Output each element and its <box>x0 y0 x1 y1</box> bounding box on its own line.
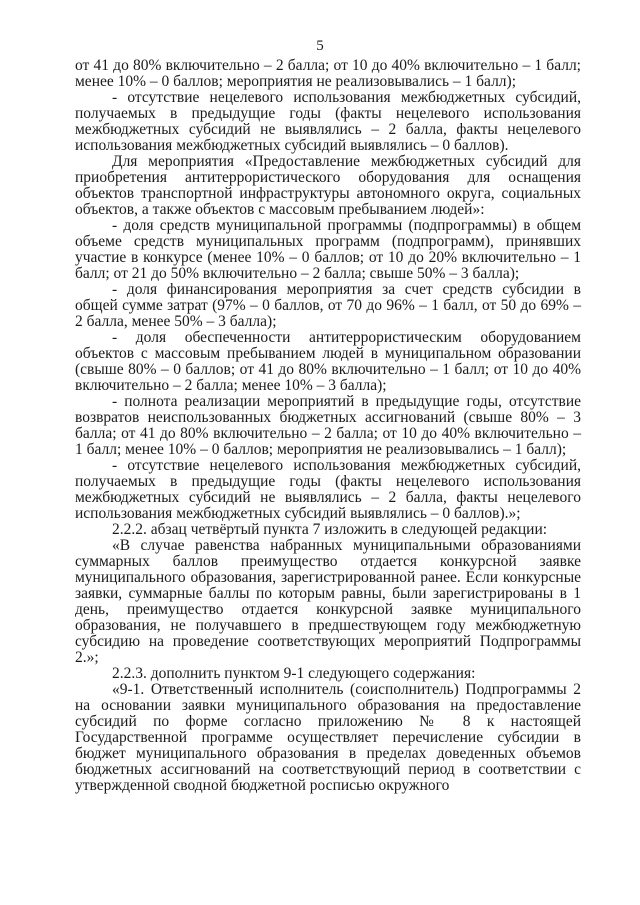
list-item-completeness: - полнота реализации мероприятий в предыдущие годы, отсутствие возвратов неиспользованных бюджетных ассигнований (свыше 80% – 3 балла; от 41 до 80% включительно – 2 балла; от 10 до 40% включительно – 1 балл; менее 10% – 0 баллов; мероприятия не реализовывались – 1 балл); <box>75 393 581 458</box>
amendment-2-2-3: 2.2.3. дополнить пунктом 9-1 следующего содержания: <box>112 665 476 682</box>
list-item-no-misuse-2: - отсутствие нецелевого использования межбюджетных субсидий, получаемых в предыдущие годы (факты нецелевого использования межбюджетных субсидий не выявлялись – 2 балла, факты нецелевого использования межбюджетных субсидий выявлялись – 0 баллов).»; <box>75 457 581 522</box>
quoted-paragraph-equal-scores: «В случае равенства набранных муниципальными образованиями суммарных баллов преимущество отдается конкурсной заявке муниципального образования, зарегистрированной ранее. Если конкурсные заявки, суммарные баллы по которым равны, были зарегистрированы в 1 день, преимущество отдается конкурсной заявке муниципального образования, не получавшего в предшествующем году межбюджетную субсидию на проведение соответствующих мероприятий Подпрограммы 2.»; <box>75 537 581 666</box>
list-item-program-share: - доля средств муниципальной программы (подпрограммы) в общем объеме средств муниципальных программ (подпрограмм), принявших участие в конкурсе (менее 10% – 0 баллов; от 10 до 20% включительно – 1 балл; от 21 до 50% включительно – 2 балла; свыше 50% – 3 балла); <box>75 217 581 282</box>
list-item-no-misuse: - отсутствие нецелевого использования межбюджетных субсидий, получаемых в предыдущие годы (факты нецелевого использования межбюджетных субсидий не выявлялись – 2 балла, факты нецелевого использования межбюджетных субсидий выявлялись – 0 баллов). <box>75 89 581 154</box>
paragraph-measure-intro: Для мероприятия «Предоставление межбюджетных субсидий для приобретения антитеррористического оборудования для оснащения объектов транспортной инфраструктуры автономного округа, социальных объектов, а также объектов с массовым пребыванием людей»: <box>75 153 581 218</box>
document-body <box>75 58 581 794</box>
page-number: 5 <box>316 38 324 54</box>
list-item-equipment-coverage: - доля обеспеченности антитеррористическим оборудованием объектов с массовым пребыванием людей в муниципальном образовании (свыше 80% – 0 баллов; от 41 до 80% включительно – 1 балл; от 10 до 40% включительно – 2 балла; менее 10% – 3 балла); <box>75 329 581 394</box>
paragraph-continuation: от 41 до 80% включительно – 2 балла; от 10 до 40% включительно – 1 балл; менее 10% – 0 баллов; мероприятия не реализовывались – 1 балл); <box>75 57 581 90</box>
quoted-paragraph-9-1: «9-1. Ответственный исполнитель (соисполнитель) Подпрограммы 2 на основании заявки муниципального образования на предоставление субсидий по форме согласно приложению № 8 к настоящей Государственной программе осуществляет перечисление субсидии в бюджет муниципального образования в пределах доведенных объемов бюджетных ассигнований на соответствующий период в соответствии с утвержденной сводной бюджетной росписью окружного <box>75 681 581 794</box>
amendment-2-2-2: 2.2.2. абзац четвёртый пункта 7 изложить в следующей редакции: <box>112 521 548 538</box>
list-item-funding-share: - доля финансирования мероприятия за счет средств субсидии в общей сумме затрат (97% – 0 баллов, от 70 до 96% – 1 балл, от 50 до 69% – 2 балла, менее 50% – 3 балла); <box>75 281 581 330</box>
